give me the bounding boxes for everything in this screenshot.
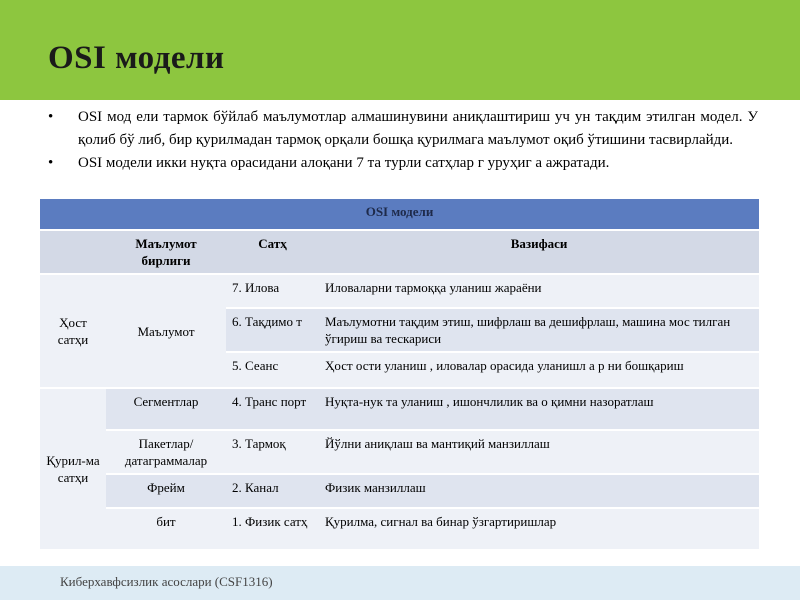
bullet-item: • OSI мод ели тармок бўйлаб маълумотлар алмашинувини аниқлаштириш уч ун тақдим этилган модел. У қолиб бў либ, бир қурилмадан тармоқ орқали бошқа қурилмага маълумот оқиб ўтишини тасвирлайди. [46, 106, 758, 152]
slide-title: OSI модели [48, 40, 225, 76]
bullet-list [46, 106, 758, 175]
table-title-row [40, 199, 759, 230]
header-empty [40, 230, 106, 274]
layer-cell: 6. Тақдимо т [226, 308, 319, 352]
table-row [40, 508, 759, 550]
header-layer: Сатҳ [226, 230, 319, 274]
header-function: Вазифаси [319, 230, 759, 274]
group-host: Ҳост сатҳи [40, 274, 106, 388]
function-cell: Нуқта-нук та уланиш , ишончлилик ва о қимни назоратлаш [319, 388, 759, 430]
unit-cell: Пакетлар/ датаграммалар [106, 430, 226, 474]
layer-cell: 3. Тармоқ [226, 430, 319, 474]
unit-cell: бит [106, 508, 226, 550]
table-header-row [40, 230, 759, 274]
table-row [40, 474, 759, 508]
footer-text: Киберхавфсизлик асослари (CSF1316) [60, 574, 273, 589]
unit-cell: Сегментлар [106, 388, 226, 430]
unit-cell: Маълумот [106, 274, 226, 388]
unit-cell: Фрейм [106, 474, 226, 508]
layer-cell: 5. Сеанс [226, 352, 319, 388]
function-cell: Физик манзиллаш [319, 474, 759, 508]
layer-cell: 1. Физик сатҳ [226, 508, 319, 550]
bullet-item: • OSI модели икки нуқта орасидани алоқани 7 та турли сатҳлар г уруҳиг а ажратади. [46, 152, 758, 175]
footer-band [0, 566, 800, 600]
layer-cell: 4. Транс порт [226, 388, 319, 430]
function-cell: Ҳост ости уланиш , иловалар орасида уланишл а р ни бошқариш [319, 352, 759, 388]
layer-cell: 2. Канал [226, 474, 319, 508]
group-device: Қурил-ма сатҳи [40, 388, 106, 550]
table-row [40, 274, 759, 308]
header-unit: Маълумот бирлиги [106, 230, 226, 274]
osi-table [40, 199, 759, 551]
table-row [40, 430, 759, 474]
function-cell: Қурилма, сигнал ва бинар ўзгартиришлар [319, 508, 759, 550]
layer-cell: 7. Илова [226, 274, 319, 308]
table-title: OSI модели [40, 199, 759, 230]
function-cell: Маълумотни тақдим этиш, шифрлаш ва дешифрлаш, машина мос тилган ўгириш ва тескариси [319, 308, 759, 352]
table-row [40, 388, 759, 430]
function-cell: Иловаларни тармоққа уланиш жараёни [319, 274, 759, 308]
function-cell: Йўлни аниқлаш ва мантиқий манзиллаш [319, 430, 759, 474]
